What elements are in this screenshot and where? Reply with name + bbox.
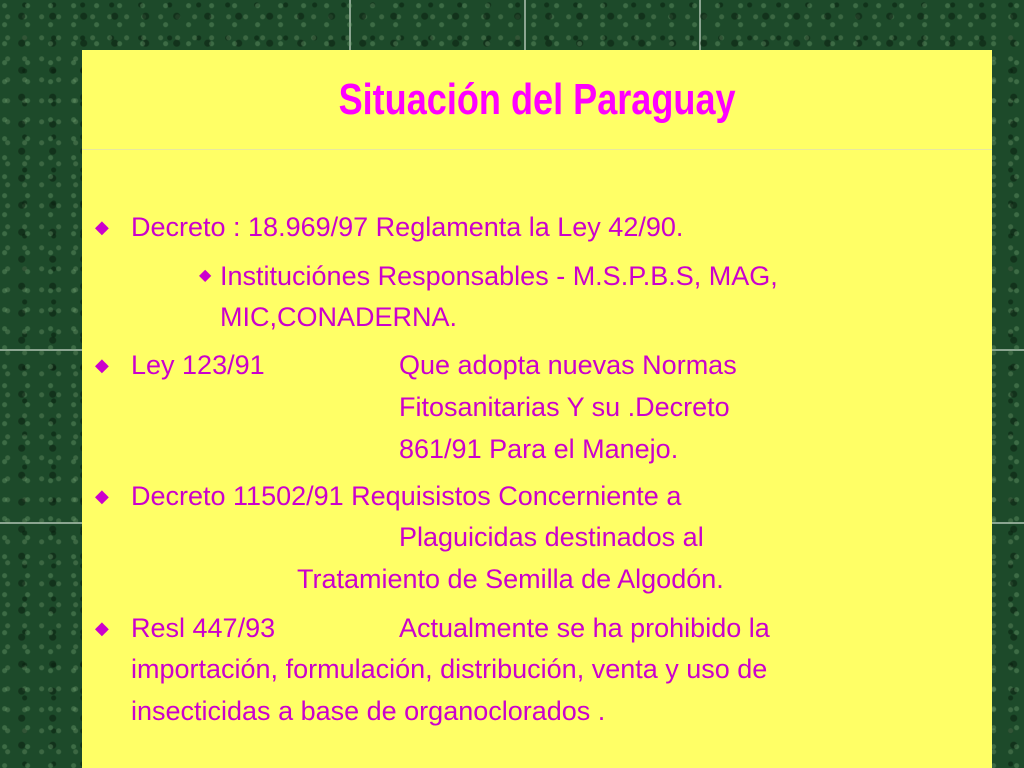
item-2-line-2-text: Fitosanitarias Y su . xyxy=(399,392,636,422)
item-3-line-2: Plaguicidas destinados al xyxy=(399,522,704,552)
bullet-diamond-icon: ◆ xyxy=(95,486,109,506)
item-1-line-1 xyxy=(131,206,683,248)
item-4-line-1: Actualmente se ha prohibido la xyxy=(399,613,770,643)
item-2-label: Ley 123/91 xyxy=(131,350,265,380)
bullet-diamond-icon: ◆ xyxy=(95,355,109,375)
item-2-line-3-bold: 861/91 xyxy=(399,434,482,464)
slide-title: Situación del Paraguay xyxy=(338,74,736,124)
item-4-label: Resl 447/93 xyxy=(131,613,276,643)
bullet-diamond-icon: ◆ xyxy=(95,618,109,638)
bullet-diamond-icon: ◆ xyxy=(95,217,109,237)
sub-bullet-diamond-icon: ◆ xyxy=(199,267,212,284)
item-2-line-2-bold: Decreto xyxy=(635,392,730,422)
item-3-line-1 xyxy=(131,475,681,517)
item-1-sub-line-1: Instituciónes Responsables - M.S.P.B.S, MAG, xyxy=(220,261,778,291)
item-3-line-3: Tratamiento de Semilla de Algodón. xyxy=(297,564,724,594)
item-3-bold: Decreto 11502/91 xyxy=(131,481,344,511)
item-2-line-3 xyxy=(399,428,678,470)
item-2-line-1: Que adopta nuevas Normas xyxy=(399,350,737,380)
title-area xyxy=(82,50,992,150)
item-2-line-3-text: Para el Manejo. xyxy=(481,434,679,464)
item-4-line-3: insecticidas a base de organoclorados . xyxy=(131,696,606,726)
item-2-line-2 xyxy=(399,386,730,428)
item-1-bold: Decreto : 18.969/97 xyxy=(131,212,369,242)
item-1-sub-line-2: MIC,CONADERNA. xyxy=(220,302,458,332)
item-1-text: Reglamenta la Ley 42/90. xyxy=(368,212,684,242)
item-4-bold xyxy=(131,607,275,649)
item-4-line-2: importación, formulación, distribución, venta y uso de xyxy=(131,654,768,684)
item-2-bold xyxy=(131,344,265,386)
item-3-line-1-text: Requisistos Concerniente a xyxy=(343,481,682,511)
